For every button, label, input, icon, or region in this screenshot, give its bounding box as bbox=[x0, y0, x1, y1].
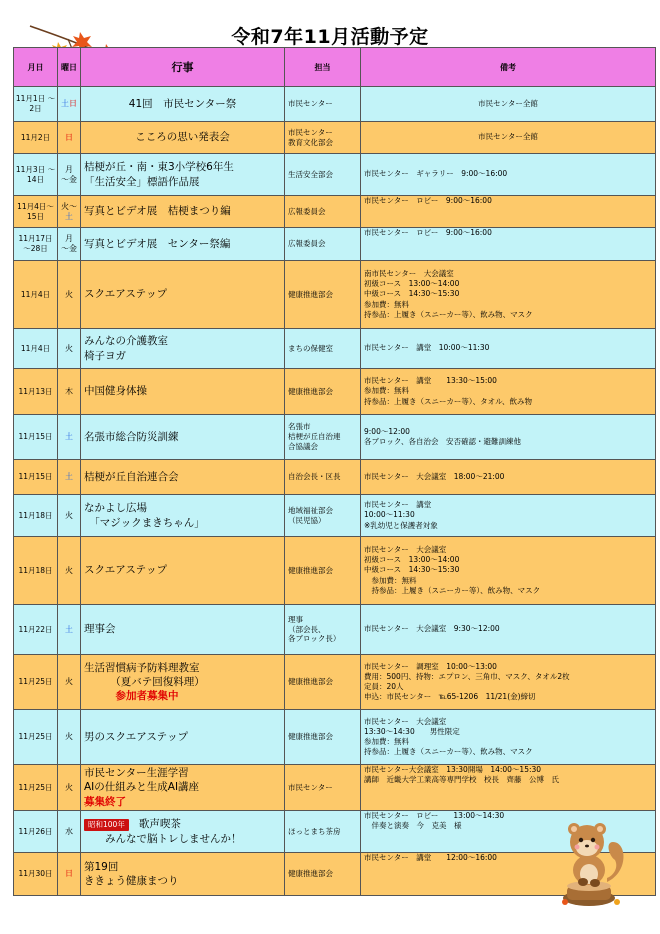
event-line: AIの仕組みと生成AI講座 bbox=[84, 781, 200, 794]
cell-day bbox=[58, 122, 81, 154]
table-row bbox=[14, 655, 656, 710]
cell-date: 11月4日 bbox=[14, 261, 58, 329]
cell-notes: 市民センター 大会議室 18:00～21:00 bbox=[361, 460, 656, 495]
cell-event bbox=[81, 261, 285, 329]
cell-event bbox=[81, 811, 285, 853]
cell-event bbox=[81, 154, 285, 196]
day-of-week: 火 bbox=[65, 510, 73, 520]
cell-event bbox=[81, 329, 285, 369]
day-of-week: 土 bbox=[61, 99, 69, 108]
schedule-table bbox=[13, 47, 656, 896]
cell-date: 11月4日 bbox=[14, 329, 58, 369]
table-row bbox=[14, 537, 656, 605]
cell-event bbox=[81, 415, 285, 460]
day-of-week: 火 bbox=[65, 782, 73, 792]
cell-date: 11月22日 bbox=[14, 605, 58, 655]
cell-date: 11月3日 ～14日 bbox=[14, 154, 58, 196]
cell-charge: 健康推進部会 bbox=[285, 710, 361, 765]
event-line: 写真とビデオ展 桔梗まつり編 bbox=[84, 205, 231, 218]
event-line: 中国健身体操 bbox=[84, 385, 147, 398]
event-line: 生活習慣病予防料理教室 bbox=[84, 661, 200, 674]
cell-day bbox=[58, 87, 81, 122]
cell-event bbox=[81, 765, 285, 811]
day-of-week: 日 bbox=[69, 99, 77, 108]
cell-notes: 市民センター全館 bbox=[361, 122, 656, 154]
event-line: 「マジックまきちゃん」 bbox=[84, 516, 205, 529]
event-line: ききょう健康まつり bbox=[84, 875, 179, 887]
cell-day bbox=[58, 460, 81, 495]
table-row bbox=[14, 765, 656, 811]
cell-day bbox=[58, 415, 81, 460]
cell-charge: 広報委員会 bbox=[285, 196, 361, 228]
page-title: 令和7年11月活動予定 bbox=[231, 26, 429, 48]
cell-date: 11月26日 bbox=[14, 811, 58, 853]
cell-event bbox=[81, 228, 285, 261]
day-of-week: 水 bbox=[65, 826, 73, 836]
cell-notes: 市民センター 大会議室 初級コース 13:00～14:00 中級コース 14:30～15:30 参加費：無料 持参品：上履き（スニーカー等）、飲み物、マスク bbox=[361, 537, 656, 605]
event-line: こころの思い発表会 bbox=[135, 131, 230, 144]
cell-charge: 広報委員会 bbox=[285, 228, 361, 261]
cell-notes: 市民センター ギャラリー 9:00～16:00 bbox=[361, 154, 656, 196]
event-line: 41回 市民センター祭 bbox=[128, 97, 237, 110]
showa-100-badge: 昭和100年 bbox=[84, 819, 129, 831]
day-of-week: 火～ bbox=[61, 201, 77, 211]
cell-day bbox=[58, 605, 81, 655]
cell-day bbox=[58, 228, 81, 261]
day-of-week: 月 ～金 bbox=[61, 234, 77, 253]
cell-charge: 地域福祉部会 （民児協） bbox=[285, 495, 361, 537]
cell-charge: 健康推進部会 bbox=[285, 369, 361, 415]
event-line: スクエアステップ bbox=[84, 564, 168, 577]
cell-event bbox=[81, 853, 285, 896]
day-of-week: 土 bbox=[65, 624, 73, 634]
recruitment-status: 参加者募集中 bbox=[84, 690, 179, 703]
cell-date: 11月4日～ 15日 bbox=[14, 196, 58, 228]
event-line: 桔梗が丘自治連合会 bbox=[84, 470, 179, 483]
cell-day bbox=[58, 329, 81, 369]
cell-notes: 市民センター大会議室 13:30開場 14:00～15:30 講師 近畿大学工業高等専門学校 校長 齊藤 公博 氏 bbox=[361, 765, 656, 811]
cell-day bbox=[58, 154, 81, 196]
event-line: なかよし広場 bbox=[84, 502, 147, 515]
cell-charge: 市民センター bbox=[285, 765, 361, 811]
event-line: みんなの介護教室 bbox=[84, 335, 168, 348]
cell-charge: 健康推進部会 bbox=[285, 261, 361, 329]
cell-notes: 9:00～12:00 各ブロック、各自治会 安否確認・避難訓練他 bbox=[361, 415, 656, 460]
table-header-row bbox=[14, 48, 656, 87]
day-of-week: 月 ～金 bbox=[61, 164, 77, 184]
table-row bbox=[14, 261, 656, 329]
event-line: 「生活安全」標語作品展 bbox=[84, 175, 200, 188]
cell-date: 11月25日 bbox=[14, 655, 58, 710]
cell-event bbox=[81, 369, 285, 415]
day-of-week: 日 bbox=[65, 132, 73, 142]
cell-charge: 名張市 桔梗が丘自治連 合協議会 bbox=[285, 415, 361, 460]
cell-charge: 健康推進部会 bbox=[285, 853, 361, 896]
cell-date: 11月15日 bbox=[14, 460, 58, 495]
cell-day bbox=[58, 196, 81, 228]
cell-notes: 南市民センター 大会議室 初級コース 13:00～14:00 中級コース 14:30～15:30 参加費：無料 持参品：上履き（スニーカー等）、飲み物、マスク bbox=[361, 261, 656, 329]
cell-event bbox=[81, 655, 285, 710]
event-line: 歌声喫茶 bbox=[138, 818, 181, 831]
table-row bbox=[14, 122, 656, 154]
day-of-week: 火 bbox=[65, 677, 73, 686]
table-row bbox=[14, 415, 656, 460]
day-of-week: 木 bbox=[65, 386, 73, 396]
cell-day bbox=[58, 765, 81, 811]
day-of-week: 土 bbox=[65, 432, 73, 441]
cell-charge: 市民センター 教育文化部会 bbox=[285, 122, 361, 154]
cell-date: 11月18日 bbox=[14, 537, 58, 605]
day-of-week: 土 bbox=[65, 211, 73, 221]
cell-day bbox=[58, 369, 81, 415]
cell-event bbox=[81, 122, 285, 154]
cell-notes: 市民センター 大会議室 9:30～12:00 bbox=[361, 605, 656, 655]
table-row bbox=[14, 196, 656, 228]
day-of-week: 火 bbox=[65, 565, 73, 575]
event-line: 理事会 bbox=[84, 623, 116, 636]
cell-day bbox=[58, 261, 81, 329]
cell-day bbox=[58, 537, 81, 605]
cell-notes: 市民センター 講堂 12:00～16:00 bbox=[361, 853, 656, 896]
cell-notes: 市民センター ロビー 9:00～16:00 bbox=[361, 228, 656, 261]
event-line: みんなで脳トレしませんか！ bbox=[84, 832, 242, 845]
table-row bbox=[14, 710, 656, 765]
cell-event bbox=[81, 537, 285, 605]
day-of-week: 火 bbox=[65, 732, 73, 741]
cell-notes: 市民センター 講堂 10:00～11:30 bbox=[361, 329, 656, 369]
cell-event bbox=[81, 460, 285, 495]
table-row bbox=[14, 329, 656, 369]
cell-notes: 市民センター ロビー 9:00～16:00 bbox=[361, 196, 656, 228]
event-line: 市民センター生涯学習 bbox=[84, 767, 189, 780]
squirrel-illustration bbox=[557, 812, 629, 908]
cell-date: 11月18日 bbox=[14, 495, 58, 537]
cell-day bbox=[58, 495, 81, 537]
cell-day bbox=[58, 710, 81, 765]
event-line: スクエアステップ bbox=[84, 288, 168, 301]
recruitment-status: 募集終了 bbox=[84, 795, 126, 808]
cell-notes: 市民センター全館 bbox=[361, 87, 656, 122]
cell-notes: 市民センター 調理室 10:00～13:00 費用：500円、持物：エプロン、三角巾、マスク、タオル2枚 定員：20人 申込：市民センター ℡65-1206 11/21(金)締切 bbox=[361, 655, 656, 710]
cell-date: 11月30日 bbox=[14, 853, 58, 896]
day-of-week: 火 bbox=[65, 289, 73, 299]
event-line: （夏バテ回復料理） bbox=[84, 675, 205, 688]
header-event: 行事 bbox=[81, 48, 285, 87]
cell-event bbox=[81, 495, 285, 537]
table-row bbox=[14, 154, 656, 196]
table-row bbox=[14, 87, 656, 122]
cell-date: 11月2日 bbox=[14, 122, 58, 154]
cell-event bbox=[81, 196, 285, 228]
table-row bbox=[14, 369, 656, 415]
event-line: 男のスクエアステップ bbox=[84, 730, 189, 743]
cell-event bbox=[81, 87, 285, 122]
header-day: 曜日 bbox=[58, 48, 81, 87]
header-notes: 備考 bbox=[361, 48, 656, 87]
cell-charge: 健康推進部会 bbox=[285, 537, 361, 605]
table-row bbox=[14, 228, 656, 261]
day-of-week: 土 bbox=[65, 472, 73, 481]
cell-charge: 理事 （部会長、 各ブロック長） bbox=[285, 605, 361, 655]
event-line: 桔梗が丘・南・東3小学校6年生 bbox=[84, 161, 234, 174]
cell-day bbox=[58, 655, 81, 710]
event-line: 名張市総合防災訓練 bbox=[84, 430, 179, 443]
cell-date: 11月25日 bbox=[14, 710, 58, 765]
event-line: 第19回 bbox=[84, 860, 119, 873]
cell-notes: 市民センター ロビー 13:00～14:30 伴奏と演奏 今 克美 様 bbox=[361, 811, 656, 853]
header-date: 月日 bbox=[14, 48, 58, 87]
cell-date: 11月1日 ～2日 bbox=[14, 87, 58, 122]
cell-charge: 健康推進部会 bbox=[285, 655, 361, 710]
cell-notes: 市民センター 大会議室 13:30～14:30 男性限定 参加費：無料 持参品：上履き（スニーカー等）、飲み物、マスク bbox=[361, 710, 656, 765]
event-line: 写真とビデオ展 センター祭編 bbox=[84, 237, 231, 250]
header-charge: 担当 bbox=[285, 48, 361, 87]
cell-charge: 生活安全部会 bbox=[285, 154, 361, 196]
cell-event bbox=[81, 710, 285, 765]
table-row bbox=[14, 605, 656, 655]
cell-event bbox=[81, 605, 285, 655]
table-row bbox=[14, 495, 656, 537]
cell-charge: 自治会長・区長 bbox=[285, 460, 361, 495]
event-line: 椅子ヨガ bbox=[84, 349, 126, 362]
cell-charge: ほっとまち茶房 bbox=[285, 811, 361, 853]
cell-notes: 市民センター 講堂 13:30～15:00 参加費：無料 持参品：上履き（スニーカー等）、タオル、飲み物 bbox=[361, 369, 656, 415]
cell-day bbox=[58, 853, 81, 896]
cell-date: 11月13日 bbox=[14, 369, 58, 415]
day-of-week: 日 bbox=[65, 869, 73, 878]
cell-date: 11月17日 ～28日 bbox=[14, 228, 58, 261]
cell-charge: 市民センター bbox=[285, 87, 361, 122]
cell-date: 11月25日 bbox=[14, 765, 58, 811]
day-of-week: 火 bbox=[65, 343, 73, 353]
cell-charge: まちの保健室 bbox=[285, 329, 361, 369]
cell-day bbox=[58, 811, 81, 853]
table-row bbox=[14, 460, 656, 495]
cell-date: 11月15日 bbox=[14, 415, 58, 460]
cell-notes: 市民センター 講堂 10:00～11:30 ※乳幼児と保護者対象 bbox=[361, 495, 656, 537]
